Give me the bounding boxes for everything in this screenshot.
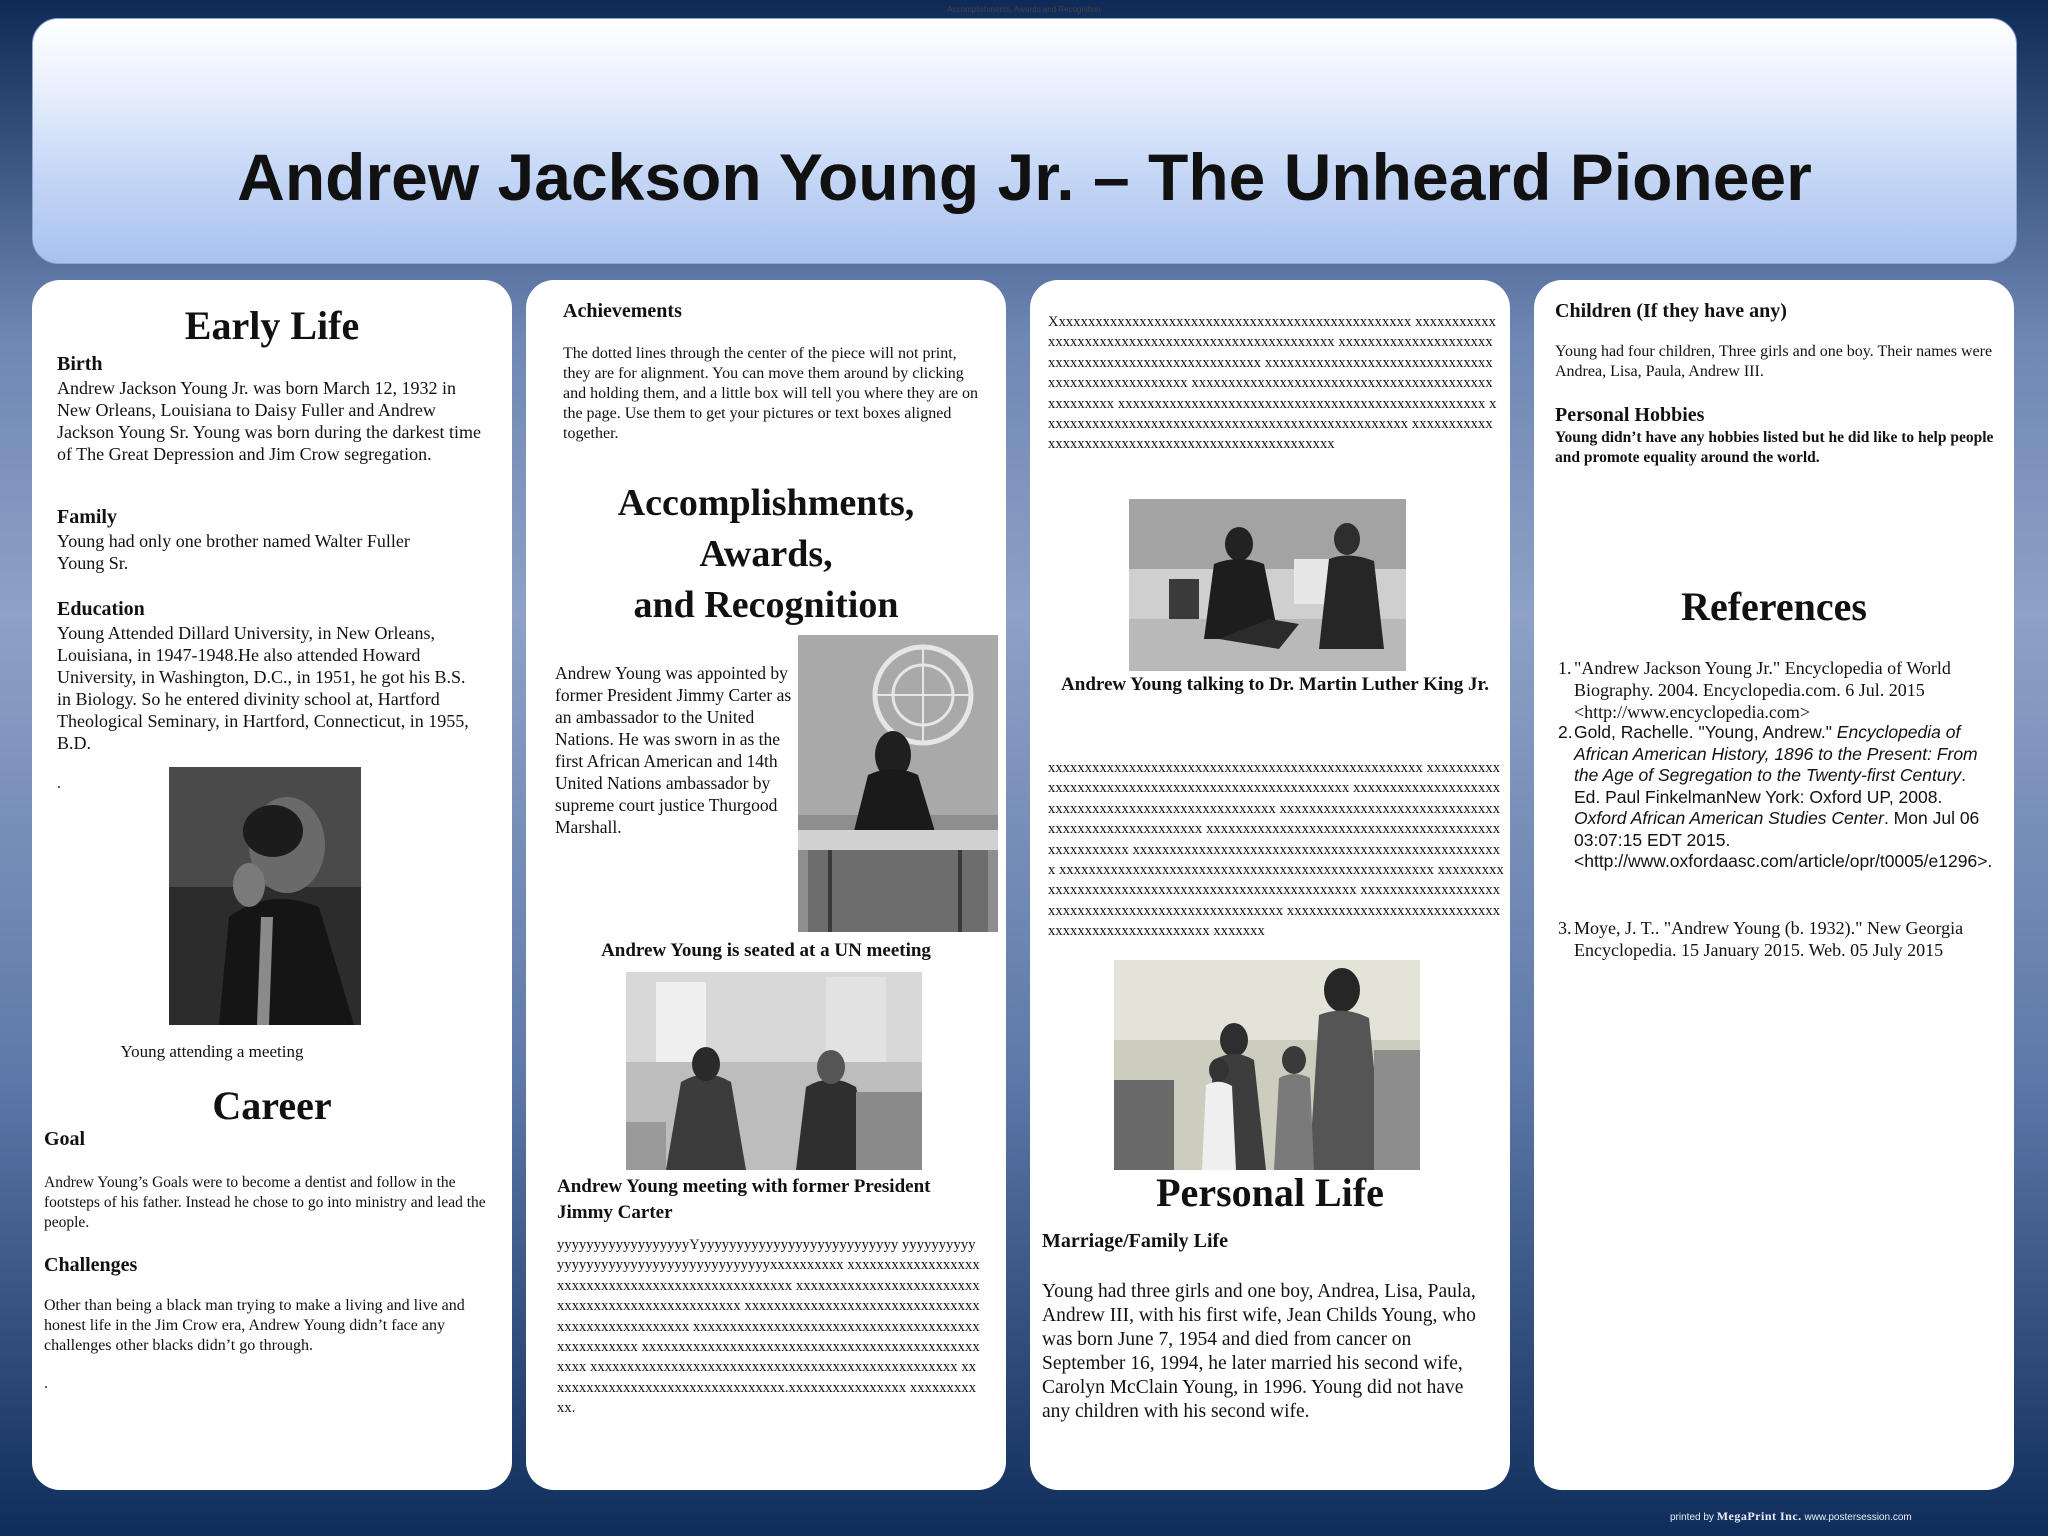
top-meta-line-1: Accomplishments, Awards and Recognition xyxy=(947,5,1101,14)
title-banner xyxy=(32,18,2017,264)
ref-2-database: Oxford African American Studies Center xyxy=(1574,808,1884,828)
challenges-text: Other than being a black man trying to make a living and live and honest life in the Jim Crow era, Andrew Young didn’t face any challenges other blacks didn’t go through. xyxy=(44,1297,465,1354)
early-life-heading: Early Life xyxy=(184,303,360,348)
reference-3: Moye, J. T.. "Andrew Young (b. 1932)." New Georgia Encyclopedia. 15 January 2015. Web. 05 July 2015 xyxy=(1574,918,1964,960)
accomplishments-heading-line-1: Accomplishments, xyxy=(617,482,915,524)
accomplishments-heading-line-3: and Recognition xyxy=(633,584,899,626)
placeholder-filler-text: yyyyyyyyyyyyyyyyyyYyyyyyyyyyyyyyyyyyyyyyyyyyyy yyyyyyyyyyyyyyyyyyyyyyyyyyyyyyyyyyyyyyyxxxxxxxxxx xxxxxxxxxxxxxxxxxxxxxxxxxxxxxxxxxxxxxxxxxxxxxxxxxx xxxxxxxxxxxxxxxxxxxxxxxxxxxxxxxxxxxxxxxxxxxxxxxxxx xxxxxxxxxxxxxxxxxxxxxxxxxxxxxxxxxxxxxxxxxxxxxxxxxx xxxxxxxxxxxxxxxxxxxxxxxxxxxxxxxxxxxxxxxxxxxxxxxxxx xxxxxxxxxxxxxxxxxxxxxxxxxxxxxxxxxxxxxxxxxxxxxxxxxx xxxxxxxxxxxxxxxxxxxxxxxxxxxxxxxxxxxxxxxxxxxxxxxxxx xxxxxxxxxxxxxxxxxxxxxxxxxxxxxxxxx.xxxxxxxxxxxxxxxx xxxxxxxxxxx. xyxy=(557,1237,980,1417)
carter-photo-caption: Andrew Young meeting with former President Jimmy Carter xyxy=(557,1176,931,1223)
ref-2-author: Gold, Rachelle. "Young, Andrew." xyxy=(1574,722,1837,742)
printer-credit xyxy=(1670,1509,1912,1524)
printer-brand: MegaPrint Inc. xyxy=(1716,1509,1802,1523)
mlk-photo-caption: Andrew Young talking to Dr. Martin Luther King Jr. xyxy=(1061,674,1489,695)
ref-2-publisher: . Ed. Paul FinkelmanNew York: Oxford UP, 2008. xyxy=(1574,765,1967,807)
ref-3-number: 3. xyxy=(1558,918,1572,938)
un-photo-caption: Andrew Young is seated at a UN meeting xyxy=(601,940,931,961)
education-text: Young Attended Dillard University, in New Orleans, Louisiana, in 1947-1948.He also attended Howard University, in Washington, D.C., in 1951, he got his B.S. in Biology. So he entered divinity school at, Hartford Theological Seminary, in Hartford, Connecticut, in 1955, B.D. xyxy=(57,623,469,753)
un-meeting-photo xyxy=(798,635,998,932)
education-heading: Education xyxy=(57,598,145,620)
placeholder-filler-top: Xxxxxxxxxxxxxxxxxxxxxxxxxxxxxxxxxxxxxxxxxxxxxxxxx xxxxxxxxxxxxxxxxxxxxxxxxxxxxxxxxxxxxxxxxxxxxxxxxxx xxxxxxxxxxxxxxxxxxxxxxxxxxxxxxxxxxxxxxxxxxxxxxxxxx xxxxxxxxxxxxxxxxxxxxxxxxxxxxxxxxxxxxxxxxxxxxxxxxxx xxxxxxxxxxxxxxxxxxxxxxxxxxxxxxxxxxxxxxxxxxxxxxxxxx xxxxxxxxxxxxxxxxxxxxxxxxxxxxxxxxxxxxxxxxxxxxxxxxxx xxxxxxxxxxxxxxxxxxxxxxxxxxxxxxxxxxxxxxxxxxxxxxxxxx xxxxxxxxxxxxxxxxxxxxxxxxxxxxxxxxxxxxxxxxxxxxxxxxxx xyxy=(1048,314,1497,453)
personal-life-heading: Personal Life xyxy=(1156,1170,1384,1215)
career-heading: Career xyxy=(212,1083,332,1128)
goal-heading: Goal xyxy=(44,1128,86,1150)
portrait-caption: Young attending a meeting xyxy=(120,1042,304,1061)
reference-1: "Andrew Jackson Young Jr." Encyclopedia of World Biography. 2004. Encyclopedia.com. 6 Jul. 2015 <http://www.encyclopedia.com> xyxy=(1574,658,1951,722)
accomplishments-heading xyxy=(526,478,1006,631)
column-personal-life xyxy=(1030,280,1510,1490)
children-heading: Children (If they have any) xyxy=(1555,300,1787,322)
children-text: Young had four children, Three girls and one boy. Their names were Andrea, Lisa, Paula, Andrew III. xyxy=(1555,343,1993,380)
family-heading: Family xyxy=(57,506,117,528)
carter-meeting-photo xyxy=(626,972,922,1170)
ref-2-number: 2. xyxy=(1558,722,1573,742)
marriage-text: Young had three girls and one boy, Andrea, Lisa, Paula, Andrew III, with his first wife, Jean Childs Young, who was born June 7, 1954 and died from cancer on September 16, 1994, he later married his second wife, Carolyn McClain Young, in 1996. Young did not have any children with his second wife. xyxy=(1042,1281,1476,1422)
family-text: Young had only one brother named Walter Fuller Young Sr. xyxy=(57,531,410,573)
mlk-photo xyxy=(1129,499,1406,671)
column-accomplishments xyxy=(526,280,1006,1490)
ref-2-access: . Mon Jul 06 03:07:15 EDT 2015. <http://www.oxfordaasc.com/article/opr/t0005/e1296>. xyxy=(1574,808,1993,871)
column-children-references xyxy=(1534,280,2014,1490)
reference-2 xyxy=(1574,722,1994,873)
printer-site: www.postersession.com xyxy=(1804,1512,1912,1523)
birth-heading: Birth xyxy=(57,353,103,375)
placeholder-filler-mid: xxxxxxxxxxxxxxxxxxxxxxxxxxxxxxxxxxxxxxxxxxxxxxxxxxx xxxxxxxxxxxxxxxxxxxxxxxxxxxxxxxxxxxxxxxxxxxxxxxxxxx xxxxxxxxxxxxxxxxxxxxxxxxxxxxxxxxxxxxxxxxxxxxxxxxxxx xxxxxxxxxxxxxxxxxxxxxxxxxxxxxxxxxxxxxxxxxxxxxxxxxxx xxxxxxxxxxxxxxxxxxxxxxxxxxxxxxxxxxxxxxxxxxxxxxxxxxx xxxxxxxxxxxxxxxxxxxxxxxxxxxxxxxxxxxxxxxxxxxxxxxxxxx xxxxxxxxxxxxxxxxxxxxxxxxxxxxxxxxxxxxxxxxxxxxxxxxxxx xxxxxxxxxxxxxxxxxxxxxxxxxxxxxxxxxxxxxxxxxxxxxxxxxxx xxxxxxxxxxxxxxxxxxxxxxxxxxxxxxxxxxxxxxxxxxxxxxxxxxx xxxxxxxxxxxxxxxxxxxxxxxxxxxxxxxxxxxxxxxxxxxxxxxxxxx xxxxxxx xyxy=(1048,760,1504,940)
young-portrait-photo xyxy=(169,767,361,1025)
accomplishments-heading-line-2: Awards, xyxy=(699,533,833,575)
goal-text: Andrew Young’s Goals were to become a dentist and follow in the footsteps of his father. Instead he chose to go into ministry and lead the people. xyxy=(44,1174,486,1231)
hobbies-heading: Personal Hobbies xyxy=(1555,404,1705,426)
dot-marker-2: . xyxy=(44,1375,48,1392)
poster-title: Andrew Jackson Young Jr. – The Unheard Pioneer xyxy=(237,140,1812,214)
family-photo xyxy=(1114,960,1420,1170)
references-heading: References xyxy=(1681,584,1867,629)
printed-by-label: printed by xyxy=(1670,1512,1714,1523)
achievements-text: The dotted lines through the center of the piece will not print, they are for alignment. You can move them around by clicking and holding them, and a little box will tell you where they are on the page. Use them to get your pictures or text boxes aligned together. xyxy=(563,345,979,442)
birth-text: Andrew Jackson Young Jr. was born March 12, 1932 in New Orleans, Louisiana to Daisy Fuller and Andrew Jackson Young Sr. Young was born during the darkest time of The Great Depression and Jim Crow segregation. xyxy=(57,378,482,464)
challenges-heading: Challenges xyxy=(44,1254,138,1276)
ref-2-book-title: Encyclopedia of African American History, 1896 to the Present: From the Age of Segregation to the Twenty-first Century xyxy=(1574,722,1978,785)
hobbies-text: Young didn’t have any hobbies listed but he did like to help people and promote equality around the world. xyxy=(1555,429,1994,466)
dot-marker: . xyxy=(57,775,61,792)
marriage-heading: Marriage/Family Life xyxy=(1042,1230,1229,1252)
accomplishments-text: Andrew Young was appointed by former President Jimmy Carter as an ambassador to the United Nations. He was sworn in as the first African American and 14th United Nations ambassador by supreme court justice Thurgood Marshall. xyxy=(555,663,792,837)
column-early-life xyxy=(32,280,512,1490)
achievements-heading: Achievements xyxy=(563,300,682,322)
ref-1-number: 1. xyxy=(1558,658,1572,678)
